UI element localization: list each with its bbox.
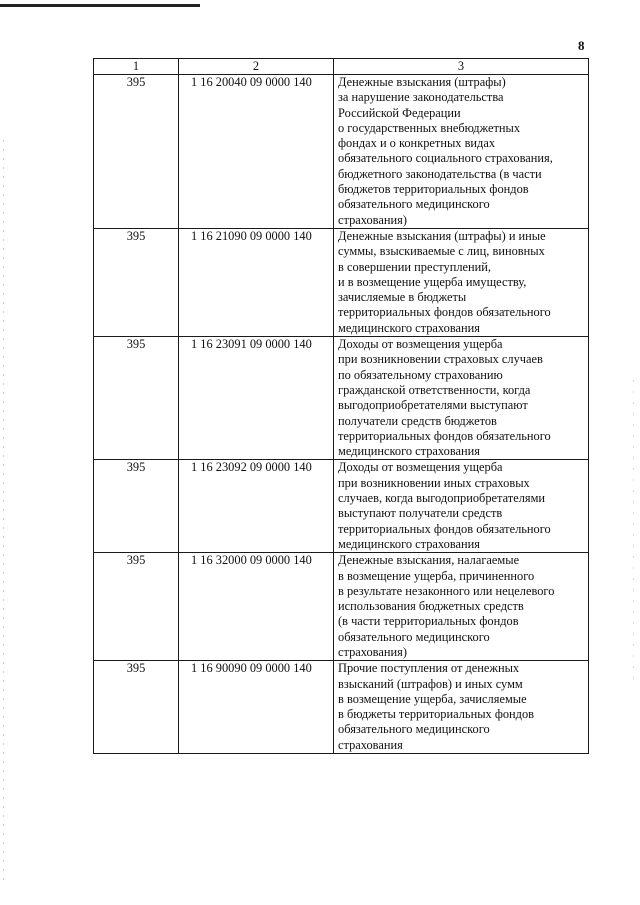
description-line: медицинского страхования	[338, 444, 480, 459]
description-line: Денежные взыскания (штрафы)	[338, 75, 506, 89]
table-header	[94, 59, 589, 75]
description-line: медицинского страхования	[338, 536, 480, 551]
description-line: суммы, взыскиваемые с лиц, виновных	[338, 244, 545, 259]
top-rule-decoration	[0, 4, 200, 7]
description-line: (в части территориальных фондов	[338, 614, 519, 629]
admin-code-cell: 395	[94, 661, 179, 754]
table-row	[94, 553, 589, 661]
description-line: Денежные взыскания (штрафы) и иные	[338, 228, 546, 243]
description-line: в возмещение ущерба, зачисляемые	[338, 691, 527, 706]
description-line: обязательного социального страхования,	[338, 151, 553, 166]
budget-classification-code-cell: 1 16 90090 09 0000 140	[179, 661, 334, 754]
admin-code-cell: 395	[94, 460, 179, 553]
description-line: в совершении преступлений,	[338, 259, 492, 274]
description-line: территориальных фондов обязательного	[338, 521, 551, 536]
description-line: Денежные взыскания, налагаемые	[338, 553, 520, 568]
description-line: обязательного медицинского	[338, 722, 490, 737]
revenue-description-cell	[334, 228, 589, 336]
column-header-1: 1	[94, 59, 179, 75]
description-line: бюджетного законодательства (в части	[338, 166, 542, 181]
admin-code-cell: 395	[94, 337, 179, 460]
description-line: фондах и о конкретных видах	[338, 136, 496, 151]
description-line: зачисляемые в бюджеты	[338, 290, 467, 305]
description-line: при возникновении страховых случаев	[338, 352, 543, 367]
description-line: Доходы от возмещения ущерба	[338, 460, 503, 475]
table-row	[94, 460, 589, 553]
revenue-description-cell	[334, 337, 589, 460]
admin-code-cell: 395	[94, 553, 179, 661]
page-number: 8	[578, 38, 585, 53]
column-header-3: 3	[334, 59, 589, 75]
description-line: обязательного медицинского	[338, 197, 490, 212]
description-line: выгодоприобретателями выступают	[338, 398, 528, 413]
column-header-2: 2	[179, 59, 334, 75]
table-row	[94, 661, 589, 754]
revenue-description-cell	[334, 661, 589, 754]
budget-classification-code-cell: 1 16 32000 09 0000 140	[179, 553, 334, 661]
right-margin-scan-marks	[633, 380, 634, 680]
description-line: обязательного медицинского	[338, 629, 490, 644]
table-row	[94, 337, 589, 460]
description-line: выступают получатели средств	[338, 506, 503, 521]
budget-classification-code-cell: 1 16 21090 09 0000 140	[179, 228, 334, 336]
description-line: при возникновении иных страховых	[338, 475, 530, 490]
description-line: гражданской ответственности, когда	[338, 382, 531, 397]
description-line: страхования)	[338, 644, 407, 659]
description-line: в возмещение ущерба, причиненного	[338, 568, 535, 583]
description-line: взысканий (штрафов) и иных сумм	[338, 676, 523, 691]
description-line: территориальных фондов обязательного	[338, 305, 551, 320]
table-row	[94, 228, 589, 336]
description-line: Российской Федерации	[338, 105, 461, 120]
description-line: использования бюджетных средств	[338, 599, 524, 614]
description-line: и в возмещение ущерба имуществу,	[338, 274, 527, 289]
description-line: в бюджеты территориальных фондов	[338, 707, 535, 722]
description-line: медицинского страхования	[338, 320, 480, 335]
description-line: Прочие поступления от денежных	[338, 661, 520, 676]
description-line: бюджетов территориальных фондов	[338, 182, 529, 197]
description-line: за нарушение законодательства	[338, 90, 504, 105]
table-header-row	[94, 59, 589, 75]
budget-classification-code-cell: 1 16 23092 09 0000 140	[179, 460, 334, 553]
revenue-description-cell	[334, 553, 589, 661]
revenue-description-cell	[334, 75, 589, 229]
description-line: страхования	[338, 737, 403, 752]
table-body	[94, 75, 589, 754]
revenue-description-cell	[334, 460, 589, 553]
admin-code-cell: 395	[94, 228, 179, 336]
description-line: получатели средств бюджетов	[338, 413, 497, 428]
description-line: страхования)	[338, 212, 407, 227]
revenue-codes-table	[93, 58, 589, 754]
description-line: по обязательному страхованию	[338, 367, 503, 382]
admin-code-cell: 395	[94, 75, 179, 229]
description-line: о государственных внебюджетных	[338, 120, 521, 135]
description-line: территориальных фондов обязательного	[338, 428, 551, 443]
budget-classification-code-cell: 1 16 20040 09 0000 140	[179, 75, 334, 229]
description-line: Доходы от возмещения ущерба	[338, 337, 503, 352]
table-row	[94, 75, 589, 229]
description-line: случаев, когда выгодоприобретателями	[338, 491, 546, 506]
left-margin-scan-marks	[3, 140, 4, 880]
budget-classification-code-cell: 1 16 23091 09 0000 140	[179, 337, 334, 460]
description-line: в результате незаконного или нецелевого	[338, 583, 555, 598]
